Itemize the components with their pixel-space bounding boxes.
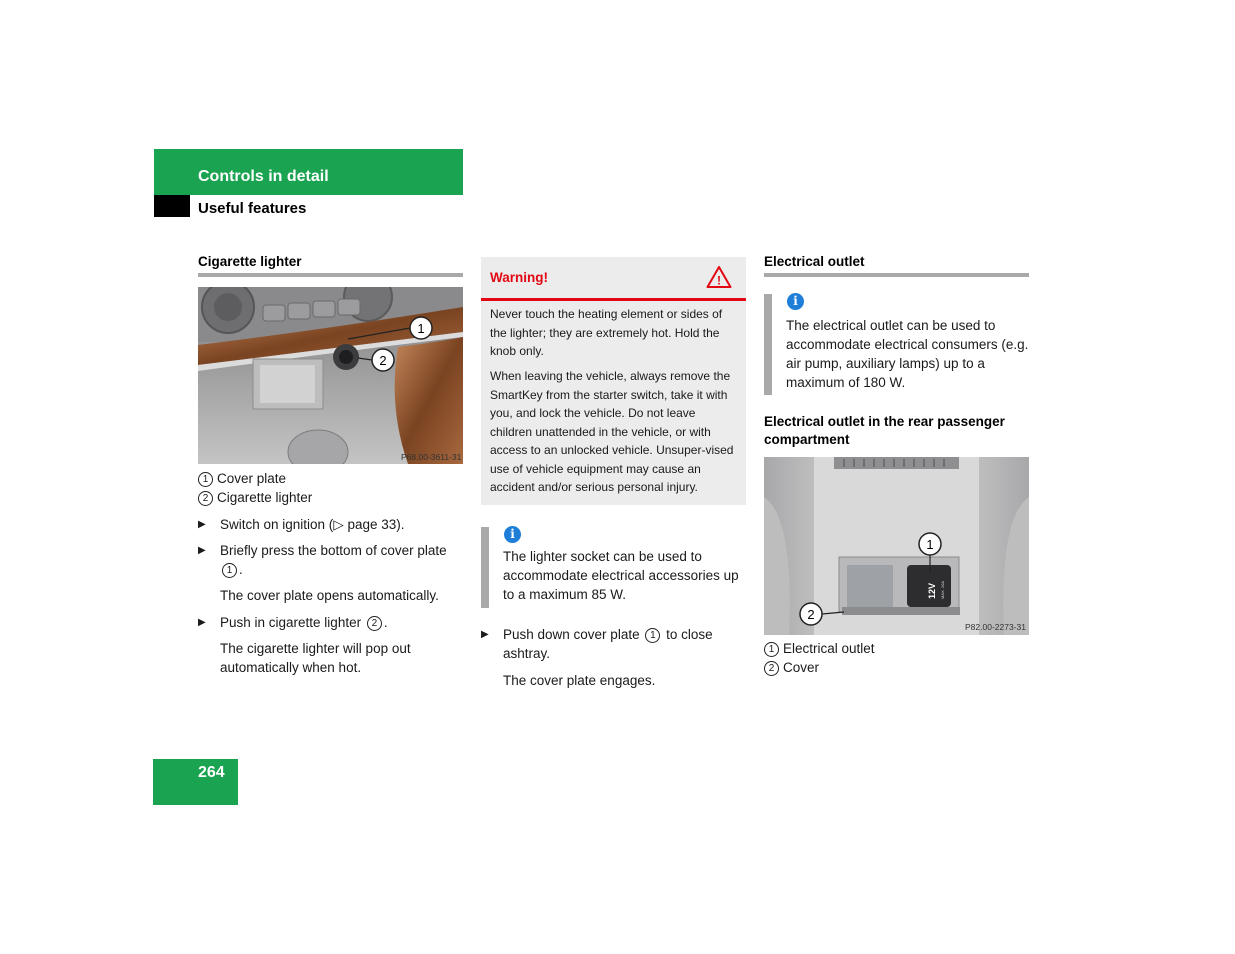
- section-title: Useful features: [198, 200, 307, 217]
- callout-number: 2: [764, 661, 779, 676]
- step-result: The cover plate opens automatically.: [220, 588, 439, 603]
- bullet-arrow-icon: ▶: [198, 519, 206, 530]
- rear-outlet-heading: Electrical outlet in the rear passenger compartment: [764, 414, 1005, 447]
- legend-label: Cigarette lighter: [217, 490, 313, 505]
- callout-number: 2: [198, 491, 213, 506]
- warning-title: Warning!: [490, 270, 548, 285]
- image-code: P82.00-2273-31: [965, 622, 1026, 632]
- info-icon: i: [504, 526, 521, 543]
- callout-number: 1: [222, 563, 237, 578]
- cigarette-lighter-heading: Cigarette lighter: [198, 254, 302, 269]
- legend-label: Cover: [783, 660, 820, 675]
- callout-number: 1: [764, 642, 779, 657]
- info-text: The lighter socket can be used to accommodate electrical accessories up to a maximum 85 W.: [503, 549, 739, 602]
- image-code: P68.00-3611-31: [401, 452, 462, 462]
- callout-number: 1: [198, 472, 213, 487]
- electrical-outlet-heading: Electrical outlet: [764, 254, 865, 269]
- legend-label: Cover plate: [217, 471, 287, 486]
- heading-rule: [764, 273, 1029, 277]
- legend-item: [764, 658, 1029, 677]
- step-text: to close ashtray.: [503, 627, 713, 661]
- step-push-lighter: [198, 613, 463, 632]
- legend-label: Electrical outlet: [783, 641, 875, 656]
- socket-sub-label: MAX. 10A: [940, 580, 945, 599]
- svg-text:!: !: [717, 273, 721, 288]
- page-number-tab: [153, 759, 238, 805]
- step-text-end: .: [383, 615, 388, 630]
- step-text[interactable]: page 33).: [343, 517, 405, 532]
- info-icon: i: [787, 293, 804, 310]
- step-switch-ignition: [198, 515, 463, 534]
- callout-number: 1: [645, 628, 660, 643]
- bullet-arrow-icon: ▶: [198, 545, 206, 556]
- svg-text:2: 2: [807, 607, 815, 622]
- warning-triangle-icon: [706, 265, 732, 289]
- heading-rule: [198, 273, 463, 277]
- svg-text:2: 2: [379, 353, 387, 368]
- section-marker: [154, 195, 190, 217]
- svg-text:1: 1: [417, 321, 425, 336]
- chapter-title: Controls in detail: [198, 168, 329, 185]
- step-result: The cigarette lighter will pop out automatically when hot.: [220, 641, 411, 675]
- cigarette-lighter-image: [198, 287, 463, 464]
- step-press-cover: [198, 541, 463, 579]
- page-ref-icon: ▷: [333, 517, 344, 532]
- step-text-end: .: [239, 562, 243, 577]
- step-text: Briefly press the bottom of cover plate: [220, 543, 447, 558]
- step-text: Switch on ignition (: [220, 517, 334, 532]
- warning-paragraph-2: When leaving the vehicle, always remove the SmartKey from the starter switch, take it with you, and lock the vehicle. Do not leave children unattended in the vehicle, or with access to an unlocked vehicle. Unsuper-vised use of vehicle equipment may cause an accident and/or serious personal injury.: [490, 369, 734, 494]
- info-bar: [481, 527, 489, 608]
- socket-label: 12V: [927, 582, 937, 599]
- info-bar: [764, 294, 772, 395]
- legend-item: [198, 469, 463, 488]
- step-result: The cover plate engages.: [503, 673, 656, 688]
- warning-paragraph-1: Never touch the heating element or sides of the lighter; they are extremely hot. Hold the knob only.: [490, 307, 723, 358]
- step-close-ashtray: [481, 625, 746, 663]
- svg-text:1: 1: [926, 537, 934, 552]
- legend-item: [198, 488, 463, 507]
- legend-list: [764, 639, 1029, 677]
- warning-divider: [481, 298, 746, 301]
- page-number: 264: [198, 764, 225, 781]
- info-text: The electrical outlet can be used to accommodate electrical consumers (e.g. air pump, auxiliary lamps) up to a maximum of 180 W.: [786, 318, 1029, 390]
- bullet-arrow-icon: ▶: [198, 617, 206, 628]
- callout-number: 2: [367, 616, 382, 631]
- rear-outlet-image: [764, 457, 1029, 635]
- bullet-arrow-icon: ▶: [481, 629, 489, 640]
- step-text: Push in cigarette lighter: [220, 615, 362, 630]
- legend-item: [764, 639, 1029, 658]
- step-text: Push down cover plate: [503, 627, 640, 642]
- legend-list: [198, 469, 463, 507]
